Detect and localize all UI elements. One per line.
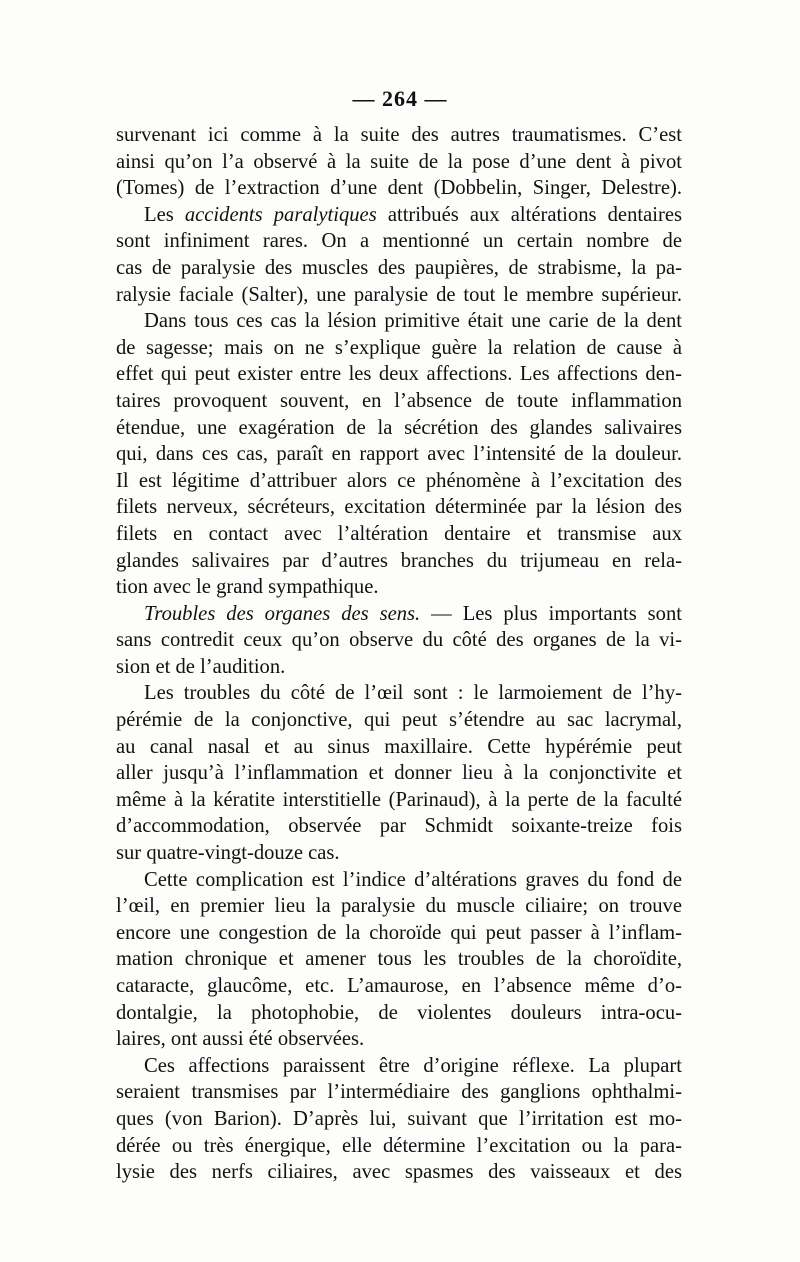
text-line: survenant ici comme à la suite des autres traumatismes. C’est: [116, 124, 682, 146]
page-number: — 264 —: [352, 86, 448, 111]
text-line: cataracte, glaucôme, etc. L’amaurose, en l’absence même d’o-: [116, 975, 682, 997]
text-line: laires, ont aussi été observées.: [116, 1028, 365, 1051]
text-span: attribués aux altérations dentaires: [376, 203, 682, 226]
text-line: glandes salivaires par d’autres branches du trijumeau en rela-: [116, 549, 682, 572]
text-line: pérémie de la conjonctive, qui peut s’étendre au sac lacrymal,: [116, 709, 682, 732]
text-span: — Les plus importants sont: [420, 602, 682, 625]
text-line: effet qui peut exister entre les deux affections. Les affections den-: [116, 363, 682, 386]
text-line: de sagesse; mais on ne s’explique guère la relation de cause à: [116, 336, 682, 359]
text-line: qui, dans ces cas, paraît en rapport avec l’intensité de la douleur.: [116, 443, 682, 466]
text-line: ques (von Barion). D’après lui, suivant que l’irritation est mo-: [116, 1107, 682, 1130]
text-line: même à la kératite interstitielle (Parinaud), à la perte de la faculté: [116, 788, 682, 811]
text-line: étendue, une exagération de la sécrétion des glandes salivaires: [116, 416, 682, 439]
text-line: sur quatre-vingt-douze cas.: [116, 842, 340, 865]
text-line: [116, 601, 682, 628]
text-line: Ces affections paraissent être d’origine réflexe. La plupart: [144, 1054, 682, 1077]
text-line: seraient transmises par l’intermédiaire des ganglions ophthalmi-: [116, 1081, 682, 1104]
text-line: sans contredit ceux qu’on observe du côté des organes de la vi-: [116, 629, 682, 652]
text-line: tion avec le grand sympathique.: [116, 576, 379, 599]
text-line: d’accommodation, observée par Schmidt soixante-treize fois: [116, 815, 682, 838]
text-line: Les troubles du côté de l’œil sont : le larmoiement de l’hy-: [144, 682, 682, 705]
text-line: filets en contact avec l’altération dentaire et transmise aux: [116, 522, 682, 545]
text-line: au canal nasal et au sinus maxillaire. Cette hypérémie peut: [116, 735, 682, 758]
text-line: (Tomes) de l’extraction d’une dent (Dobbelin, Singer, Delestre).: [116, 177, 682, 200]
text-line: Il est légitime d’attribuer alors ce phénomène à l’excitation des: [116, 469, 682, 492]
text-line: aller jusqu’à l’inflammation et donner lieu à la conjonctivite et: [116, 762, 682, 785]
text-line: filets nerveux, sécréteurs, excitation déterminée par la lésion des: [116, 496, 682, 519]
text-line: sion et de l’audition.: [116, 655, 286, 678]
body-text: [116, 122, 682, 1186]
text-span: Les: [144, 203, 185, 226]
text-line: Cette complication est l’indice d’altérations graves du fond de: [144, 868, 682, 891]
text-line: Dans tous ces cas la lésion primitive était une carie de la dent: [144, 310, 682, 333]
text-line: mation chronique et amener tous les troubles de la choroïdite,: [116, 948, 682, 971]
text-line: dérée ou très énergique, elle détermine l’excitation ou la para-: [116, 1134, 682, 1157]
text-line: lysie des nerfs ciliaires, avec spasmes des vaisseaux et des: [116, 1161, 682, 1184]
italic-heading: Troubles des organes des sens.: [144, 602, 421, 625]
text-line: encore une congestion de la choroïde qui peut passer à l’inflam-: [116, 921, 682, 944]
text-line: taires provoquent souvent, en l’absence de toute inflammation: [116, 389, 682, 412]
text-line: sont infiniment rares. On a mentionné un certain nombre de: [116, 230, 682, 253]
text-line: ralysie faciale (Salter), une paralysie de tout le membre supérieur.: [116, 283, 682, 306]
text-line: ainsi qu’on l’a observé à la suite de la pose d’une dent à pivot: [116, 150, 682, 173]
text-line: dontalgie, la photophobie, de violentes douleurs intra-ocu-: [116, 1001, 682, 1024]
text-line: l’œil, en premier lieu la paralysie du muscle ciliaire; on trouve: [116, 895, 682, 918]
text-line: [116, 202, 682, 229]
italic-heading: accidents paralytiques: [184, 203, 377, 226]
text-line: cas de paralysie des muscles des paupières, de strabisme, la pa-: [116, 256, 682, 279]
